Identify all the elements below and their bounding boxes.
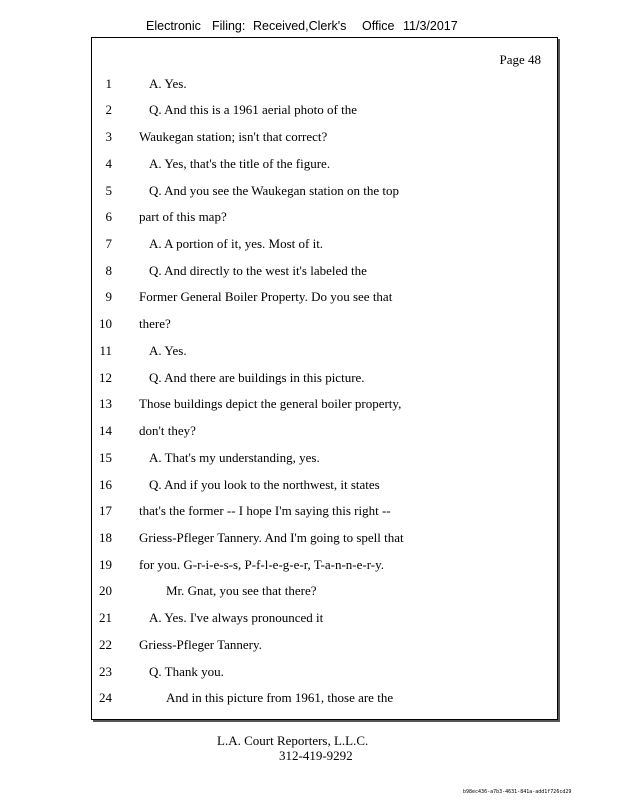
- line-number: 20: [99, 583, 112, 598]
- transcript-line: [92, 127, 557, 147]
- line-text: Q. And this is a 1961 aerial photo of the: [149, 102, 357, 117]
- line-number: 19: [99, 557, 112, 572]
- line-text: Q. And directly to the west it's labeled the: [149, 263, 367, 278]
- line-text: A. That's my understanding, yes.: [149, 450, 320, 465]
- filing-header-office: Office: [362, 19, 395, 33]
- transcript-line: [92, 394, 557, 414]
- line-text: for you. G-r-i-e-s-s, P-f-l-e-g-e-r, T-a-n-n-e-r-y.: [139, 557, 385, 572]
- line-number: 18: [99, 530, 112, 545]
- line-number: 22: [99, 637, 112, 652]
- line-text: don't they?: [139, 423, 196, 438]
- document-id: b98ec436-a7b3-4631-841a-add1f726cd29: [463, 789, 572, 795]
- line-text: A. Yes, that's the title of the figure.: [149, 156, 331, 171]
- line-number: 7: [105, 236, 112, 251]
- line-number: 9: [105, 289, 112, 304]
- transcript-line: [92, 100, 557, 120]
- line-text: Former General Boiler Property. Do you see that: [139, 289, 393, 304]
- line-number: 17: [99, 503, 112, 518]
- transcript-line: [92, 314, 557, 334]
- filing-header-received: Received,Clerk's: [253, 19, 347, 33]
- line-text: Waukegan station; isn't that correct?: [139, 129, 328, 144]
- transcript-line: [92, 662, 557, 682]
- line-text: there?: [139, 316, 171, 331]
- transcript-line: [92, 207, 557, 227]
- transcript-line: [92, 341, 557, 361]
- line-text: A. Yes.: [149, 76, 187, 91]
- transcript-line: [92, 74, 557, 94]
- line-number: 21: [99, 610, 112, 625]
- line-number: 15: [99, 450, 112, 465]
- line-text: Those buildings depict the general boiler property,: [139, 396, 402, 411]
- line-number: 8: [105, 263, 112, 278]
- transcript-line: [92, 234, 557, 254]
- transcript-line: [92, 581, 557, 601]
- transcript-line: [92, 635, 557, 655]
- transcript-line: [92, 475, 557, 495]
- transcript-line: [92, 181, 557, 201]
- line-number: 6: [105, 209, 112, 224]
- line-number: 2: [105, 102, 112, 117]
- transcript-line: [92, 154, 557, 174]
- line-text: And in this picture from 1961, those are the: [166, 690, 394, 705]
- line-text: Griess-Pfleger Tannery. And I'm going to spell that: [139, 530, 404, 545]
- line-text: part of this map?: [139, 209, 227, 224]
- filing-header-date: 11/3/2017: [403, 19, 458, 33]
- footer-phone: 312-419-9292: [279, 748, 353, 763]
- line-number: 3: [105, 129, 112, 144]
- footer-company: L.A. Court Reporters, L.L.C.: [217, 733, 369, 748]
- transcript-page: [91, 37, 558, 720]
- transcript-line: [92, 368, 557, 388]
- page-number: Page 48: [499, 52, 541, 67]
- line-text: A. Yes. I've always pronounced it: [149, 610, 324, 625]
- transcript-line: [92, 608, 557, 628]
- line-number: 1: [105, 76, 112, 91]
- line-text: that's the former -- I hope I'm saying this right --: [139, 503, 391, 518]
- line-text: Q. And there are buildings in this picture.: [149, 370, 365, 385]
- transcript-line: [92, 688, 557, 708]
- transcript-line: [92, 501, 557, 521]
- line-number: 24: [99, 690, 112, 705]
- transcript-line: [92, 555, 557, 575]
- line-number: 13: [99, 396, 112, 411]
- filing-header-electronic: Electronic: [146, 19, 201, 33]
- line-number: 4: [105, 156, 112, 171]
- line-number: 5: [105, 183, 112, 198]
- filing-header-filing: Filing:: [212, 19, 246, 33]
- line-text: A. A portion of it, yes. Most of it.: [149, 236, 324, 251]
- transcript-line: [92, 287, 557, 307]
- transcript-line: [92, 421, 557, 441]
- line-text: Griess-Pfleger Tannery.: [139, 637, 262, 652]
- filing-header: [146, 19, 486, 37]
- line-number: 12: [99, 370, 112, 385]
- line-number: 11: [99, 343, 112, 358]
- transcript-line: [92, 448, 557, 468]
- line-number: 23: [99, 664, 112, 679]
- line-number: 14: [99, 423, 112, 438]
- transcript-line: [92, 261, 557, 281]
- line-text: A. Yes.: [149, 343, 187, 358]
- transcript-line: [92, 528, 557, 548]
- line-text: Q. Thank you.: [149, 664, 224, 679]
- line-text: Q. And if you look to the northwest, it states: [149, 477, 380, 492]
- line-text: Q. And you see the Waukegan station on the top: [149, 183, 400, 198]
- line-text: Mr. Gnat, you see that there?: [166, 583, 317, 598]
- line-number: 10: [99, 316, 112, 331]
- line-number: 16: [99, 477, 112, 492]
